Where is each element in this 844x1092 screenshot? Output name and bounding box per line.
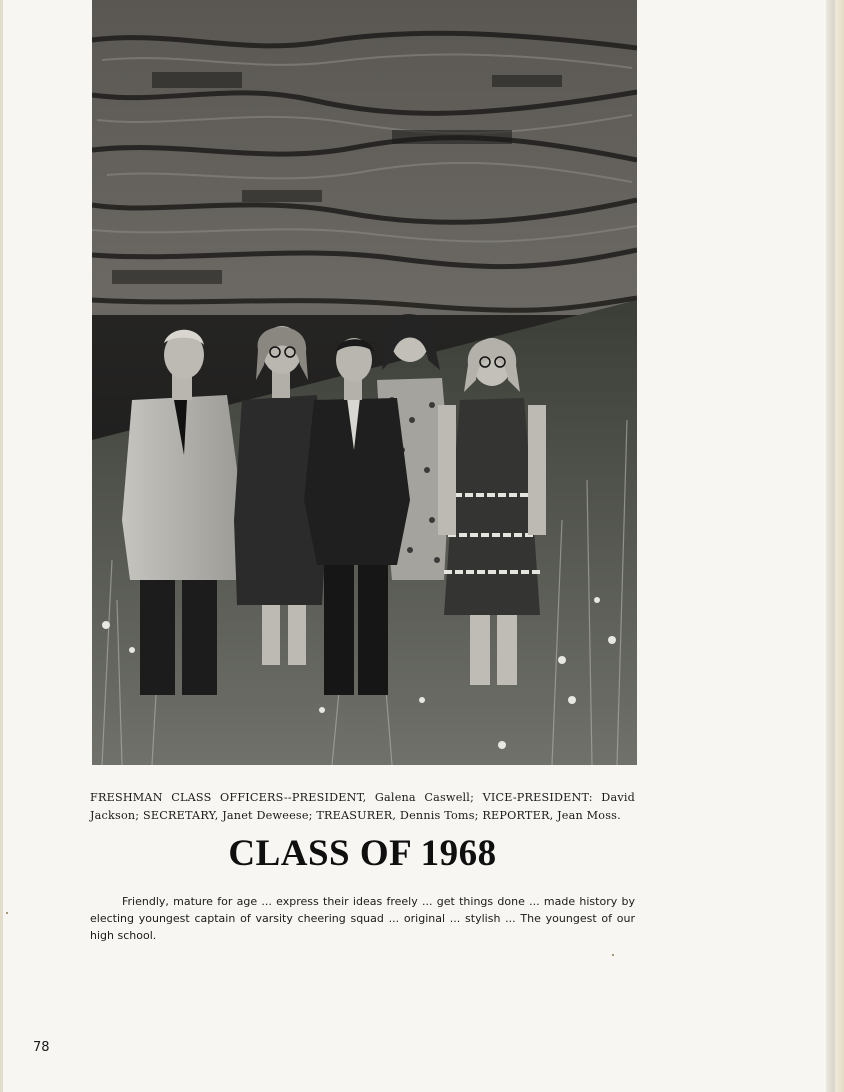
photo-illustration bbox=[92, 0, 637, 765]
photo-caption: FRESHMAN CLASS OFFICERS--PRESIDENT, Galena Caswell; VICE-PRESIDENT: David Jackson; SECRETARY, Janet Deweese; TREASURER, Dennis Toms; REPORTER, Jean Moss. bbox=[90, 791, 635, 823]
page-title: CLASS OF 1968 bbox=[228, 833, 497, 874]
paper-speck bbox=[6, 912, 8, 914]
class-description: Friendly, mature for age ... express their ideas freely ... get things done ... made history by electing youngest captain of varsity cheering squad ... original ... stylish ... The youngest of our high school. bbox=[90, 895, 635, 942]
page-binding-edge bbox=[826, 0, 844, 1092]
page-left-edge bbox=[0, 0, 3, 1092]
page-number: 78 bbox=[33, 1040, 50, 1055]
class-officers-photo bbox=[92, 0, 637, 765]
paper-speck bbox=[612, 954, 614, 956]
